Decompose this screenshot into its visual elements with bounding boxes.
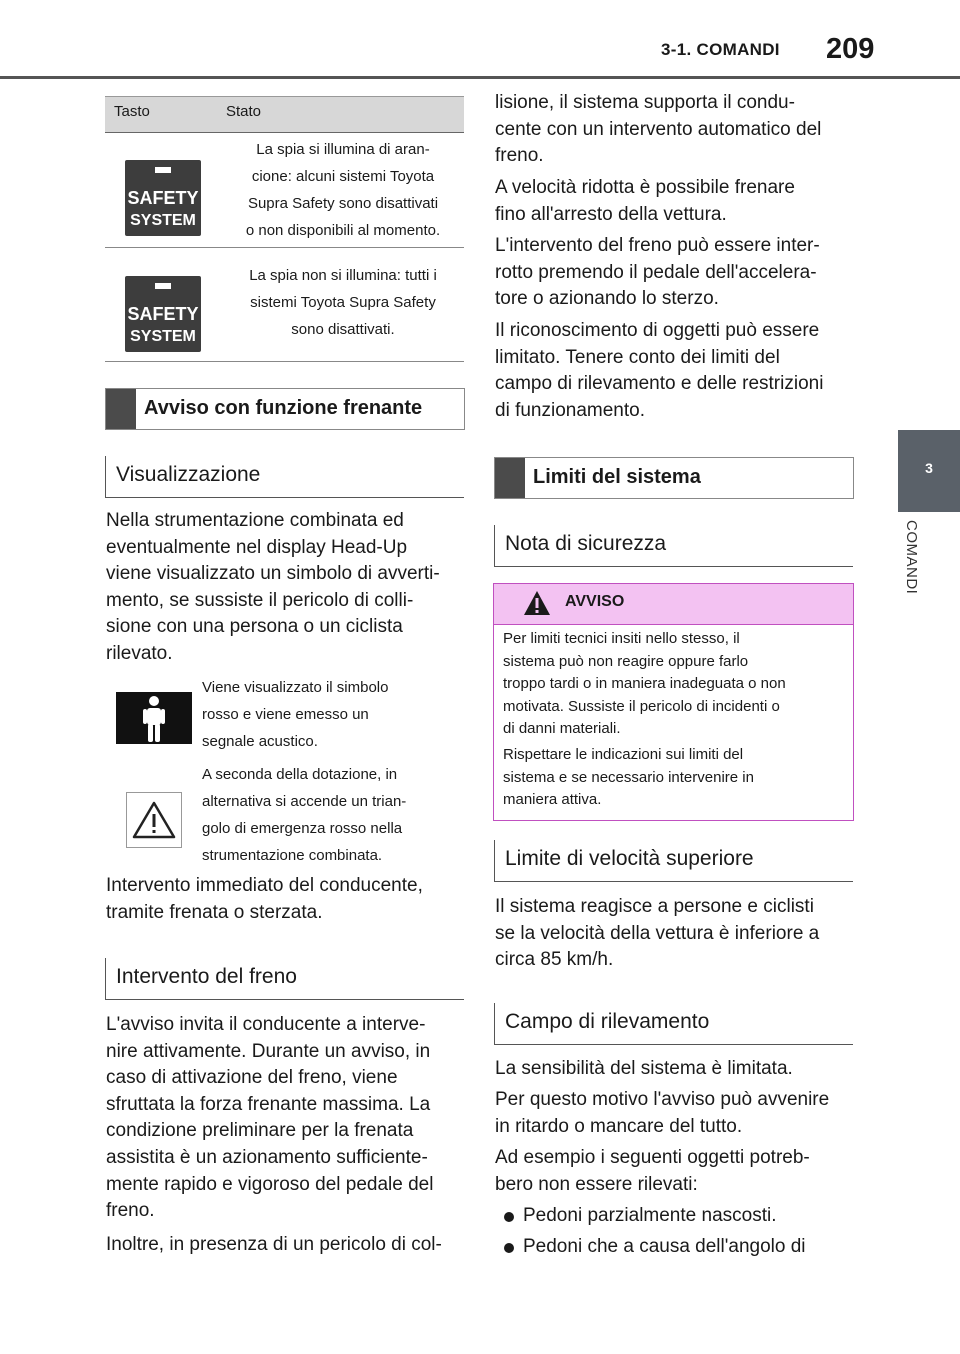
paragraph: Intervento immediato del conducente, tramite frenata o sterzata. <box>106 875 423 923</box>
pedestrian-warning-icon <box>116 692 192 744</box>
section-title: 3-1. COMANDI <box>661 40 780 59</box>
subheading-campo-rilevamento: Campo di rilevamento <box>494 1003 853 1045</box>
list-item: Pedoni parzialmente nascosti. <box>523 1205 777 1226</box>
warning-label: AVVISO <box>565 593 625 610</box>
paragraph: Il riconoscimento di oggetti può essere limitato. Tenere conto dei limiti del campo di rilevamento e delle restrizioni di funzionamento. <box>495 320 824 421</box>
paragraph: La sensibilità del sistema è limitata. <box>495 1058 793 1079</box>
paragraph: Inoltre, in presenza di un pericolo di col- <box>106 1234 442 1255</box>
heading-limiti-sistema: Limiti del sistema <box>494 457 854 499</box>
paragraph: Nella strumentazione combinata ed eventualmente nel display Head-Up viene visualizzato un simbolo di avverti- mento, se sussiste il pericolo di colli- sione con una persona o un ciclista rilevato. <box>106 510 440 664</box>
table-col-key: Tasto <box>114 103 150 120</box>
paragraph: lisione, il sistema supporta il condu- cente con un intervento automatico del freno. <box>495 92 822 167</box>
bullet-icon <box>504 1243 514 1253</box>
paragraph: A velocità ridotta è possibile frenare fino all'arresto della vettura. <box>495 177 795 225</box>
list-item: Pedoni che a causa dell'angolo di <box>523 1236 806 1257</box>
heading-avviso-frenante: Avviso con funzione frenante <box>105 388 465 430</box>
subheading-visualizzazione: Visualizzazione <box>105 456 464 498</box>
subheading-nota-sicurezza: Nota di sicurezza <box>494 525 853 567</box>
paragraph: L'avviso invita il conducente a interve- nire attivamente. Durante un avviso, in caso di attivazione del freno, viene sfruttata la forza frenante massima. La condizione preliminare per la frenata assistita è un azionamento sufficiente- mente rapido e vigoroso del pedale del freno. <box>106 1014 434 1222</box>
warning-triangle-icon <box>522 589 552 622</box>
table-header <box>105 96 464 133</box>
warning-text: Rispettare le indicazioni sui limiti del sistema e se necessario intervenire in maniera attiva. <box>503 746 754 808</box>
warning-triangle-icon <box>126 792 182 848</box>
paragraph: L'intervento del freno può essere inter- rotto premendo il pedale dell'accelera- tore o azionando lo sterzo. <box>495 235 820 310</box>
header-rule <box>0 76 960 79</box>
table-row-divider <box>105 247 464 248</box>
chapter-label: COMANDI <box>903 520 920 595</box>
warning-text: Per limiti tecnici insiti nello stesso, il sistema può non reagire oppure farlo troppo tardi o in maniera inadeguata o non motivata. Sussiste il pericolo di incidenti o di danni materiali. <box>503 630 786 737</box>
page-number: 209 <box>826 33 875 65</box>
paragraph: Per questo motivo l'avviso può avvenire in ritardo o mancare del tutto. <box>495 1089 830 1137</box>
bullet-icon <box>504 1212 514 1222</box>
safety-system-icon <box>125 276 201 352</box>
svg-text:SYSTEM: SYSTEM <box>130 212 196 229</box>
paragraph: Il sistema reagisce a persone e ciclisti se la velocità della vettura è inferiore a circa 85 km/h. <box>495 896 820 971</box>
table-bottom-rule <box>105 361 464 362</box>
subheading-intervento-freno: Intervento del freno <box>105 958 464 1000</box>
table-col-state: Stato <box>226 103 262 120</box>
safety-system-icon <box>125 160 201 236</box>
chapter-number: 3 <box>925 460 933 476</box>
svg-text:SAFETY: SAFETY <box>127 188 199 208</box>
warning-divider <box>494 624 853 625</box>
paragraph: Ad esempio i seguenti oggetti potreb- bero non essere rilevati: <box>495 1147 810 1195</box>
table-row-state: La spia non si illumina: tutti i sistemi Toyota Supra Safety sono disattivati. <box>249 267 437 338</box>
table-row-state: La spia si illumina di aran- cione: alcuni sistemi Toyota Supra Safety sono disattivati o non disponibili al momento. <box>245 141 441 239</box>
symbol-description: Viene visualizzato il simbolo rosso e viene emesso un segnale acustico. <box>202 679 389 750</box>
symbol-description: A seconda della dotazione, in alternativa si accende un trian- golo di emergenza rosso nella strumentazione combinata. <box>202 766 407 864</box>
svg-text:SAFETY: SAFETY <box>127 304 199 324</box>
subheading-limite-velocita: Limite di velocità superiore <box>494 840 853 882</box>
svg-text:SYSTEM: SYSTEM <box>130 328 196 345</box>
